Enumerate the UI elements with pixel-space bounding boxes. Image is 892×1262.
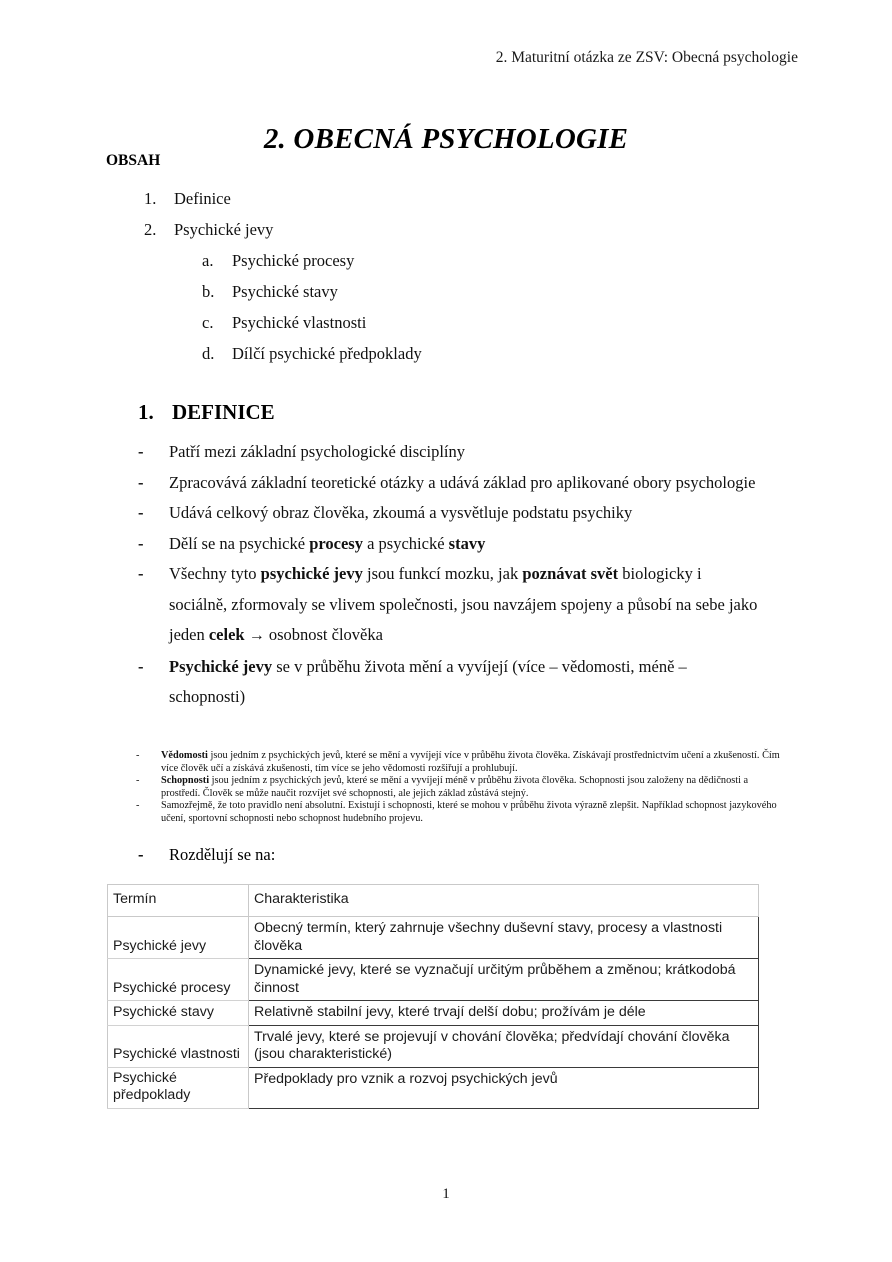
bullet-dash: - xyxy=(138,656,144,676)
bullet-dash: - xyxy=(138,503,144,522)
column-header-term: Termín xyxy=(108,885,249,917)
toc-item xyxy=(106,307,746,338)
section-number: 1. xyxy=(138,400,154,424)
toc-item xyxy=(106,338,746,369)
list-item-rozdeluji xyxy=(138,845,275,865)
terms-table xyxy=(107,884,759,1109)
list-item xyxy=(138,498,758,529)
footnote-item xyxy=(136,750,788,775)
list-item xyxy=(138,437,758,468)
terms-table-wrapper xyxy=(107,884,758,1109)
page-title: 2. OBECNÁ PSYCHOLOGIE xyxy=(263,123,629,156)
toc-marker: 2. xyxy=(144,220,157,239)
running-header: 2. Maturitní otázka ze ZSV: Obecná psychologie xyxy=(495,49,798,66)
table-cell-term: Psychické procesy xyxy=(108,959,249,1001)
list-item xyxy=(138,652,758,713)
footnote-dash: - xyxy=(136,750,140,761)
table-of-contents xyxy=(106,183,746,369)
table-cell-term: Psychické vlastnosti xyxy=(108,1025,249,1067)
table-cell-term: Psychické předpoklady xyxy=(108,1067,249,1108)
bullet-text: Dělí se na psychické procesy a psychické stavy xyxy=(169,533,486,553)
bullet-dash: - xyxy=(138,564,144,583)
footnote-item xyxy=(136,775,788,800)
bullet-text: Psychické jevy se v průběhu života mění a vyvíjejí (více – vědomosti, méně – schopnosti) xyxy=(169,656,687,706)
table-cell-description: Obecný termín, který zahrnuje všechny duševní stavy, procesy a vlastnosti člověka xyxy=(249,917,759,959)
page-number: 1 xyxy=(442,1186,450,1202)
column-header-characteristic: Charakteristika xyxy=(249,885,759,917)
toc-label: Psychické jevy xyxy=(174,220,274,239)
table-header-row xyxy=(108,885,759,917)
toc-item xyxy=(106,214,746,245)
bullet-text: Všechny tyto psychické jevy jsou funkcí mozku, jak poznávat svět biologicky i sociálně, zformovaly se vlivem společnosti, jsou navzájem spojeny a působí na sebe jako jeden celek → osobnost člověka xyxy=(169,564,758,644)
toc-item xyxy=(106,183,746,214)
definice-bullet-list xyxy=(138,437,758,713)
toc-label: Psychické vlastnosti xyxy=(232,313,367,332)
toc-label: Definice xyxy=(174,189,231,208)
footnote-list xyxy=(136,750,788,826)
toc-item xyxy=(106,276,746,307)
toc-marker: c. xyxy=(202,313,214,332)
bullet-text: Zpracovává základní teoretické otázky a udává základ pro aplikované obory psychologie xyxy=(169,472,756,492)
bullet-dash: - xyxy=(138,533,144,553)
bullet-text: Udává celkový obraz člověka, zkoumá a vysvětluje podstatu psychiky xyxy=(169,503,633,522)
footnote-text: Vědomosti jsou jedním z psychických jevů, které se mění a vyvíjejí více v průběhu života člověka. Získávají prostřednictvím učení a zkušeností. Čím více člověk učí a získává zkušenosti, tím více se jeho vědomosti rozšiřují a prohlubují. xyxy=(161,750,780,774)
footnote-dash: - xyxy=(136,775,140,787)
contents-label: OBSAH xyxy=(106,152,161,169)
table-cell-term: Psychické stavy xyxy=(108,1001,249,1026)
section-heading xyxy=(138,400,275,425)
table-cell-description: Dynamické jevy, které se vyznačují určitým průběhem a změnou; krátkodobá činnost xyxy=(249,959,759,1001)
toc-marker: 1. xyxy=(144,189,157,208)
list-item xyxy=(138,529,758,560)
bullet-dash: - xyxy=(138,442,144,461)
footnote-text: Schopnosti jsou jedním z psychických jevů, které se mění a vyvíjejí méně v průběhu života člověka. Schopnosti jsou založeny na dědičnosti a prostředí. Člověk se může naučit rozvíjet své schopnosti, ale jejich základ zůstává stejný. xyxy=(161,775,749,799)
toc-item xyxy=(106,245,746,276)
table-row xyxy=(108,1001,759,1026)
bullet-text: Rozdělují se na: xyxy=(169,845,276,864)
table-row xyxy=(108,959,759,1001)
footnote-item xyxy=(136,800,788,825)
table-cell-description: Předpoklady pro vznik a rozvoj psychických jevů xyxy=(249,1067,759,1108)
toc-label: Psychické procesy xyxy=(232,251,355,270)
toc-label: Dílčí psychické předpoklady xyxy=(232,344,422,363)
table-cell-description: Relativně stabilní jevy, které trvají delší dobu; prožívám je déle xyxy=(249,1001,759,1026)
table-row xyxy=(108,1067,759,1108)
bullet-text: Patří mezi základní psychologické disciplíny xyxy=(169,442,466,461)
list-item xyxy=(138,559,758,652)
list-item xyxy=(138,468,758,499)
footnote-dash: - xyxy=(136,800,140,812)
table-row xyxy=(108,917,759,959)
bullet-dash: - xyxy=(138,472,144,492)
toc-marker: d. xyxy=(202,344,215,363)
table-row xyxy=(108,1025,759,1067)
table-cell-term: Psychické jevy xyxy=(108,917,249,959)
toc-marker: a. xyxy=(202,251,214,270)
footnote-text: Samozřejmě, že toto pravidlo není absolutní. Existují i schopnosti, které se mohou v průběhu života výrazně zlepšit. Například schopnost jazykového učení, sportovní schopnosti nebo schopnost hudebního projevu. xyxy=(161,800,777,824)
toc-label: Psychické stavy xyxy=(232,282,338,301)
section-title: DEFINICE xyxy=(172,400,275,424)
toc-marker: b. xyxy=(202,282,215,301)
bullet-dash: - xyxy=(138,845,144,864)
table-cell-description: Trvalé jevy, které se projevují v chování člověka; předvídají chování člověka (jsou charakteristické) xyxy=(249,1025,759,1067)
